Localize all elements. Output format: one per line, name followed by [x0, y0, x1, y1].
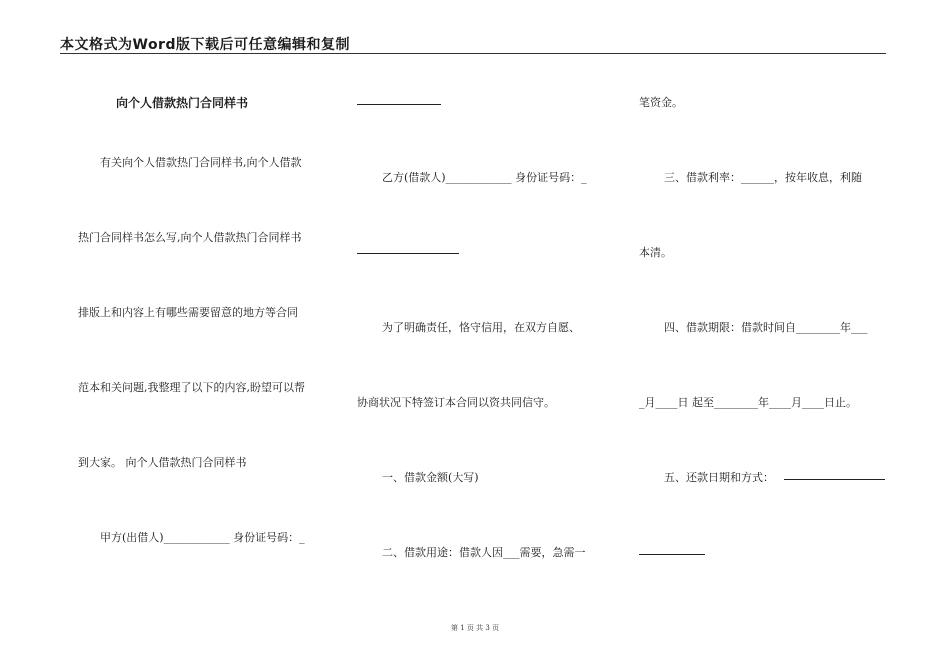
header-rule: [60, 53, 886, 54]
blank-line-bottom: [639, 554, 705, 555]
col1-line-3: 排版上和内容上有哪些需要留意的地方等合同: [78, 306, 298, 319]
blank-line-repay: [784, 479, 885, 480]
blank-line-top: [357, 104, 441, 105]
col1-line-4: 范本和关问题,我整理了以下的内容,盼望可以帮: [78, 381, 305, 394]
col3-line-4: 四、借款期限：借款时间自________年___: [664, 321, 868, 334]
col1-line-5: 到大家。 向个人借款热门合同样书: [78, 456, 247, 469]
col3-line-3: 本清。: [639, 246, 672, 259]
col3-line-2: 三、借款利率：______，按年收息，利随: [664, 171, 862, 184]
col2-line-5: 二、借款用途：借款人因___需要，急需一: [382, 546, 586, 559]
col1-line-2: 热门合同样书怎么写,向个人借款热门合同样书: [78, 231, 302, 244]
col2-line-1: 乙方(借款人)____________ 身份证号码：_: [382, 171, 587, 184]
col3-line-1: 笔资金。: [639, 96, 683, 109]
col2-line-2: 为了明确责任，恪守信用，在双方自愿、: [382, 321, 580, 334]
col3-line-6: 五、还款日期和方式：: [664, 471, 774, 484]
col2-line-3: 协商状况下特签订本合同以资共同信守。: [357, 396, 555, 409]
party-a-line: 甲方(出借人)____________ 身份证号码：_: [100, 531, 305, 544]
blank-line-mid: [357, 253, 459, 254]
page-header: 本文格式为Word版下载后可任意编辑和复制: [60, 37, 350, 53]
col3-line-5: _月____日 起至________年____月____日止。: [639, 396, 857, 409]
col1-line-1: 有关向个人借款热门合同样书,向个人借款: [100, 156, 302, 169]
page-footer: 第 1 页 共 3 页: [450, 624, 500, 632]
document-title: 向个人借款热门合同样书: [116, 96, 249, 110]
col2-line-4: 一、借款金额(大写): [382, 471, 479, 484]
